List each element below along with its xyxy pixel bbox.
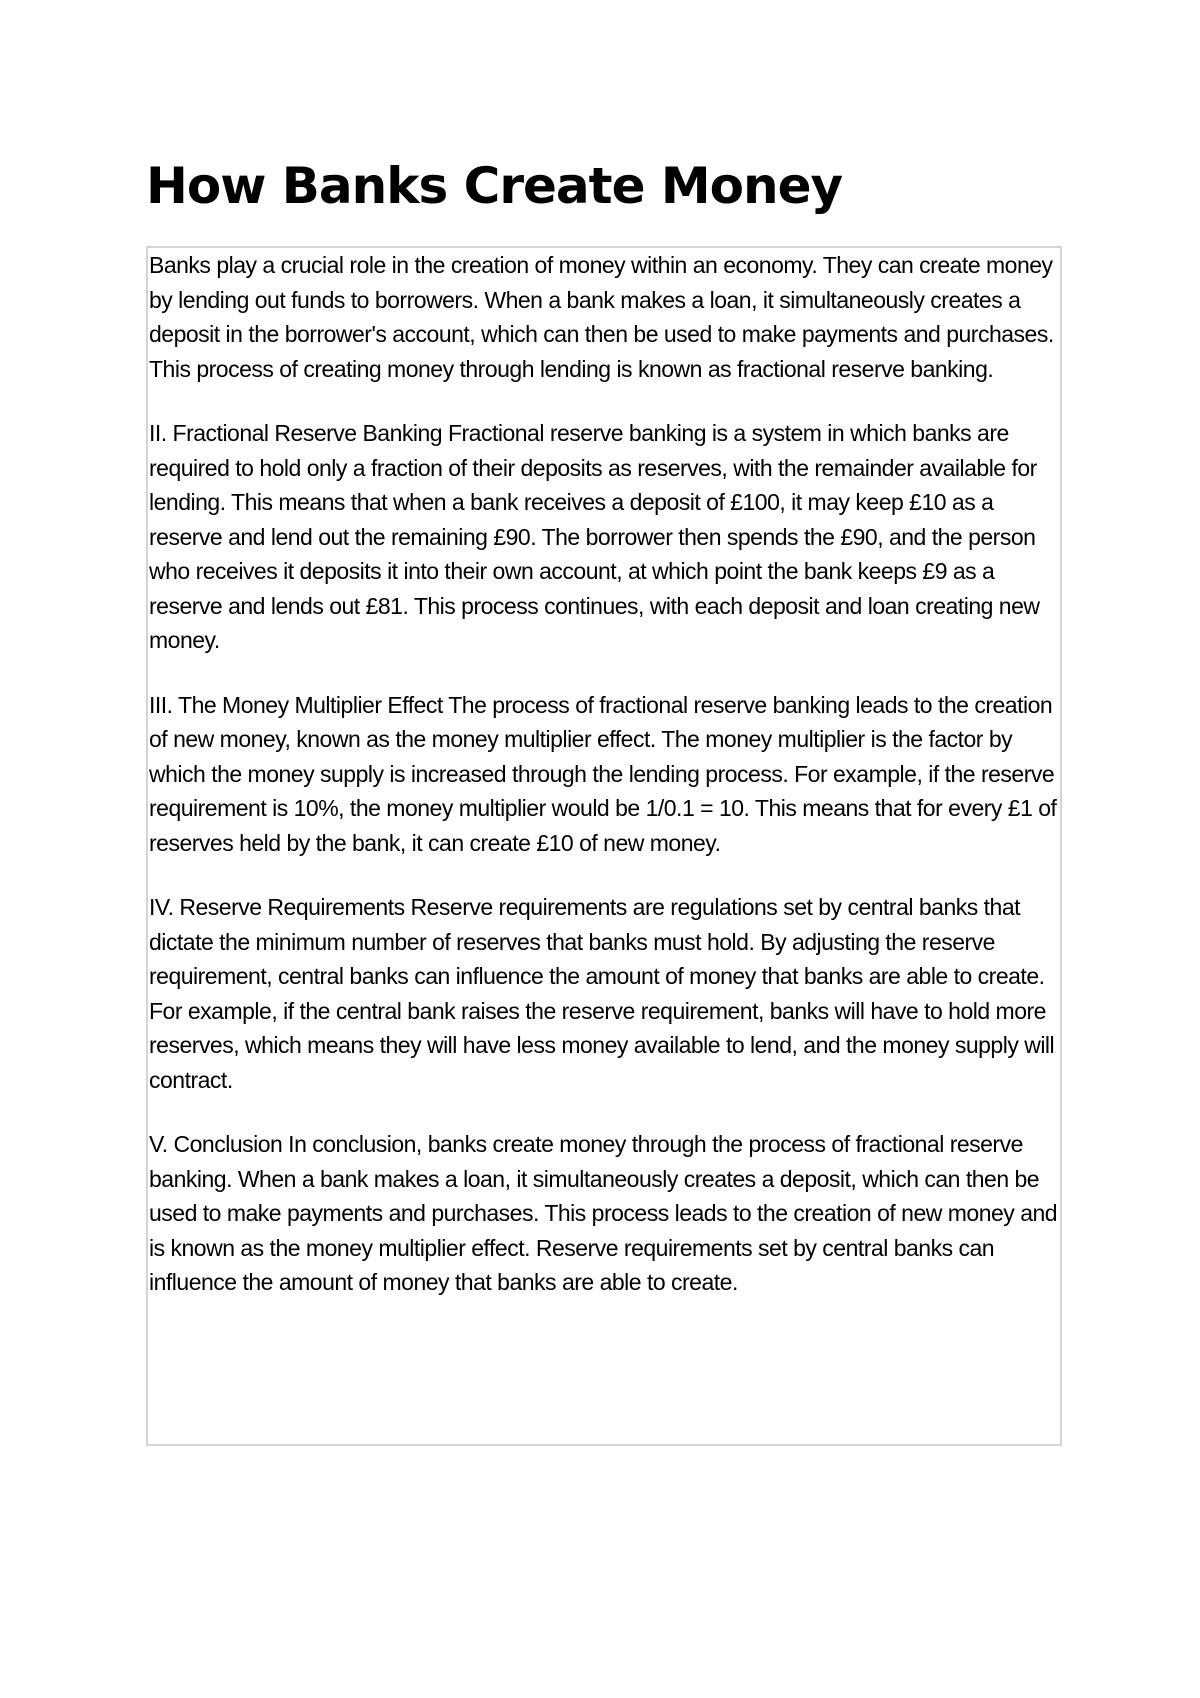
paragraph-introduction: Banks play a crucial role in the creation of money within an economy. They can create money by lending out funds to borrowers. When a bank makes a loan, it simultaneously creates a deposit in the borrower's account, which can then be used to make payments and purchases. This process of creating money through lending is known as fractional reserve banking. — [149, 252, 1054, 382]
document-text-box — [146, 246, 1062, 1446]
paragraph-reserve-requirements: IV. Reserve Requirements Reserve requirements are regulations set by central banks that dictate the minimum number of reserves that banks must hold. By adjusting the reserve requirement, central banks can influence the amount of money that banks are able to create. For example, if the central bank raises the reserve requirement, banks will have to hold more reserves, which means they will have less money available to lend, and the money supply will contract. — [149, 894, 1055, 1093]
paragraph-conclusion: V. Conclusion In conclusion, banks create money through the process of fractional reserve banking. When a bank makes a loan, it simultaneously creates a deposit, which can then be used to make payments and purchases. This process leads to the creation of new money and is known as the money multiplier effect. Reserve requirements set by central banks can influence the amount of money that banks are able to create. — [149, 1131, 1058, 1295]
paragraph-fractional-reserve-banking: II. Fractional Reserve Banking Fractional reserve banking is a system in which banks are required to hold only a fraction of their deposits as reserves, with the remainder available for lending. This means that when a bank receives a deposit of £100, it may keep £10 as a reserve and lend out the remaining £90. The borrower then spends the £90, and the person who receives it deposits it into their own account, at which point the bank keeps £9 as a reserve and lends out £81. This process continues, with each deposit and loan creating new money. — [149, 420, 1040, 653]
document-title: How Banks Create Money — [146, 157, 843, 215]
paragraph-money-multiplier-effect: III. The Money Multiplier Effect The process of fractional reserve banking leads to the creation of new money, known as the money multiplier effect. The money multiplier is the factor by which the money supply is increased through the lending process. For example, if the reserve requirement is 10%, the money multiplier would be 1/0.1 = 10. This means that for every £1 of reserves held by the bank, it can create £10 of new money. — [149, 691, 1057, 856]
